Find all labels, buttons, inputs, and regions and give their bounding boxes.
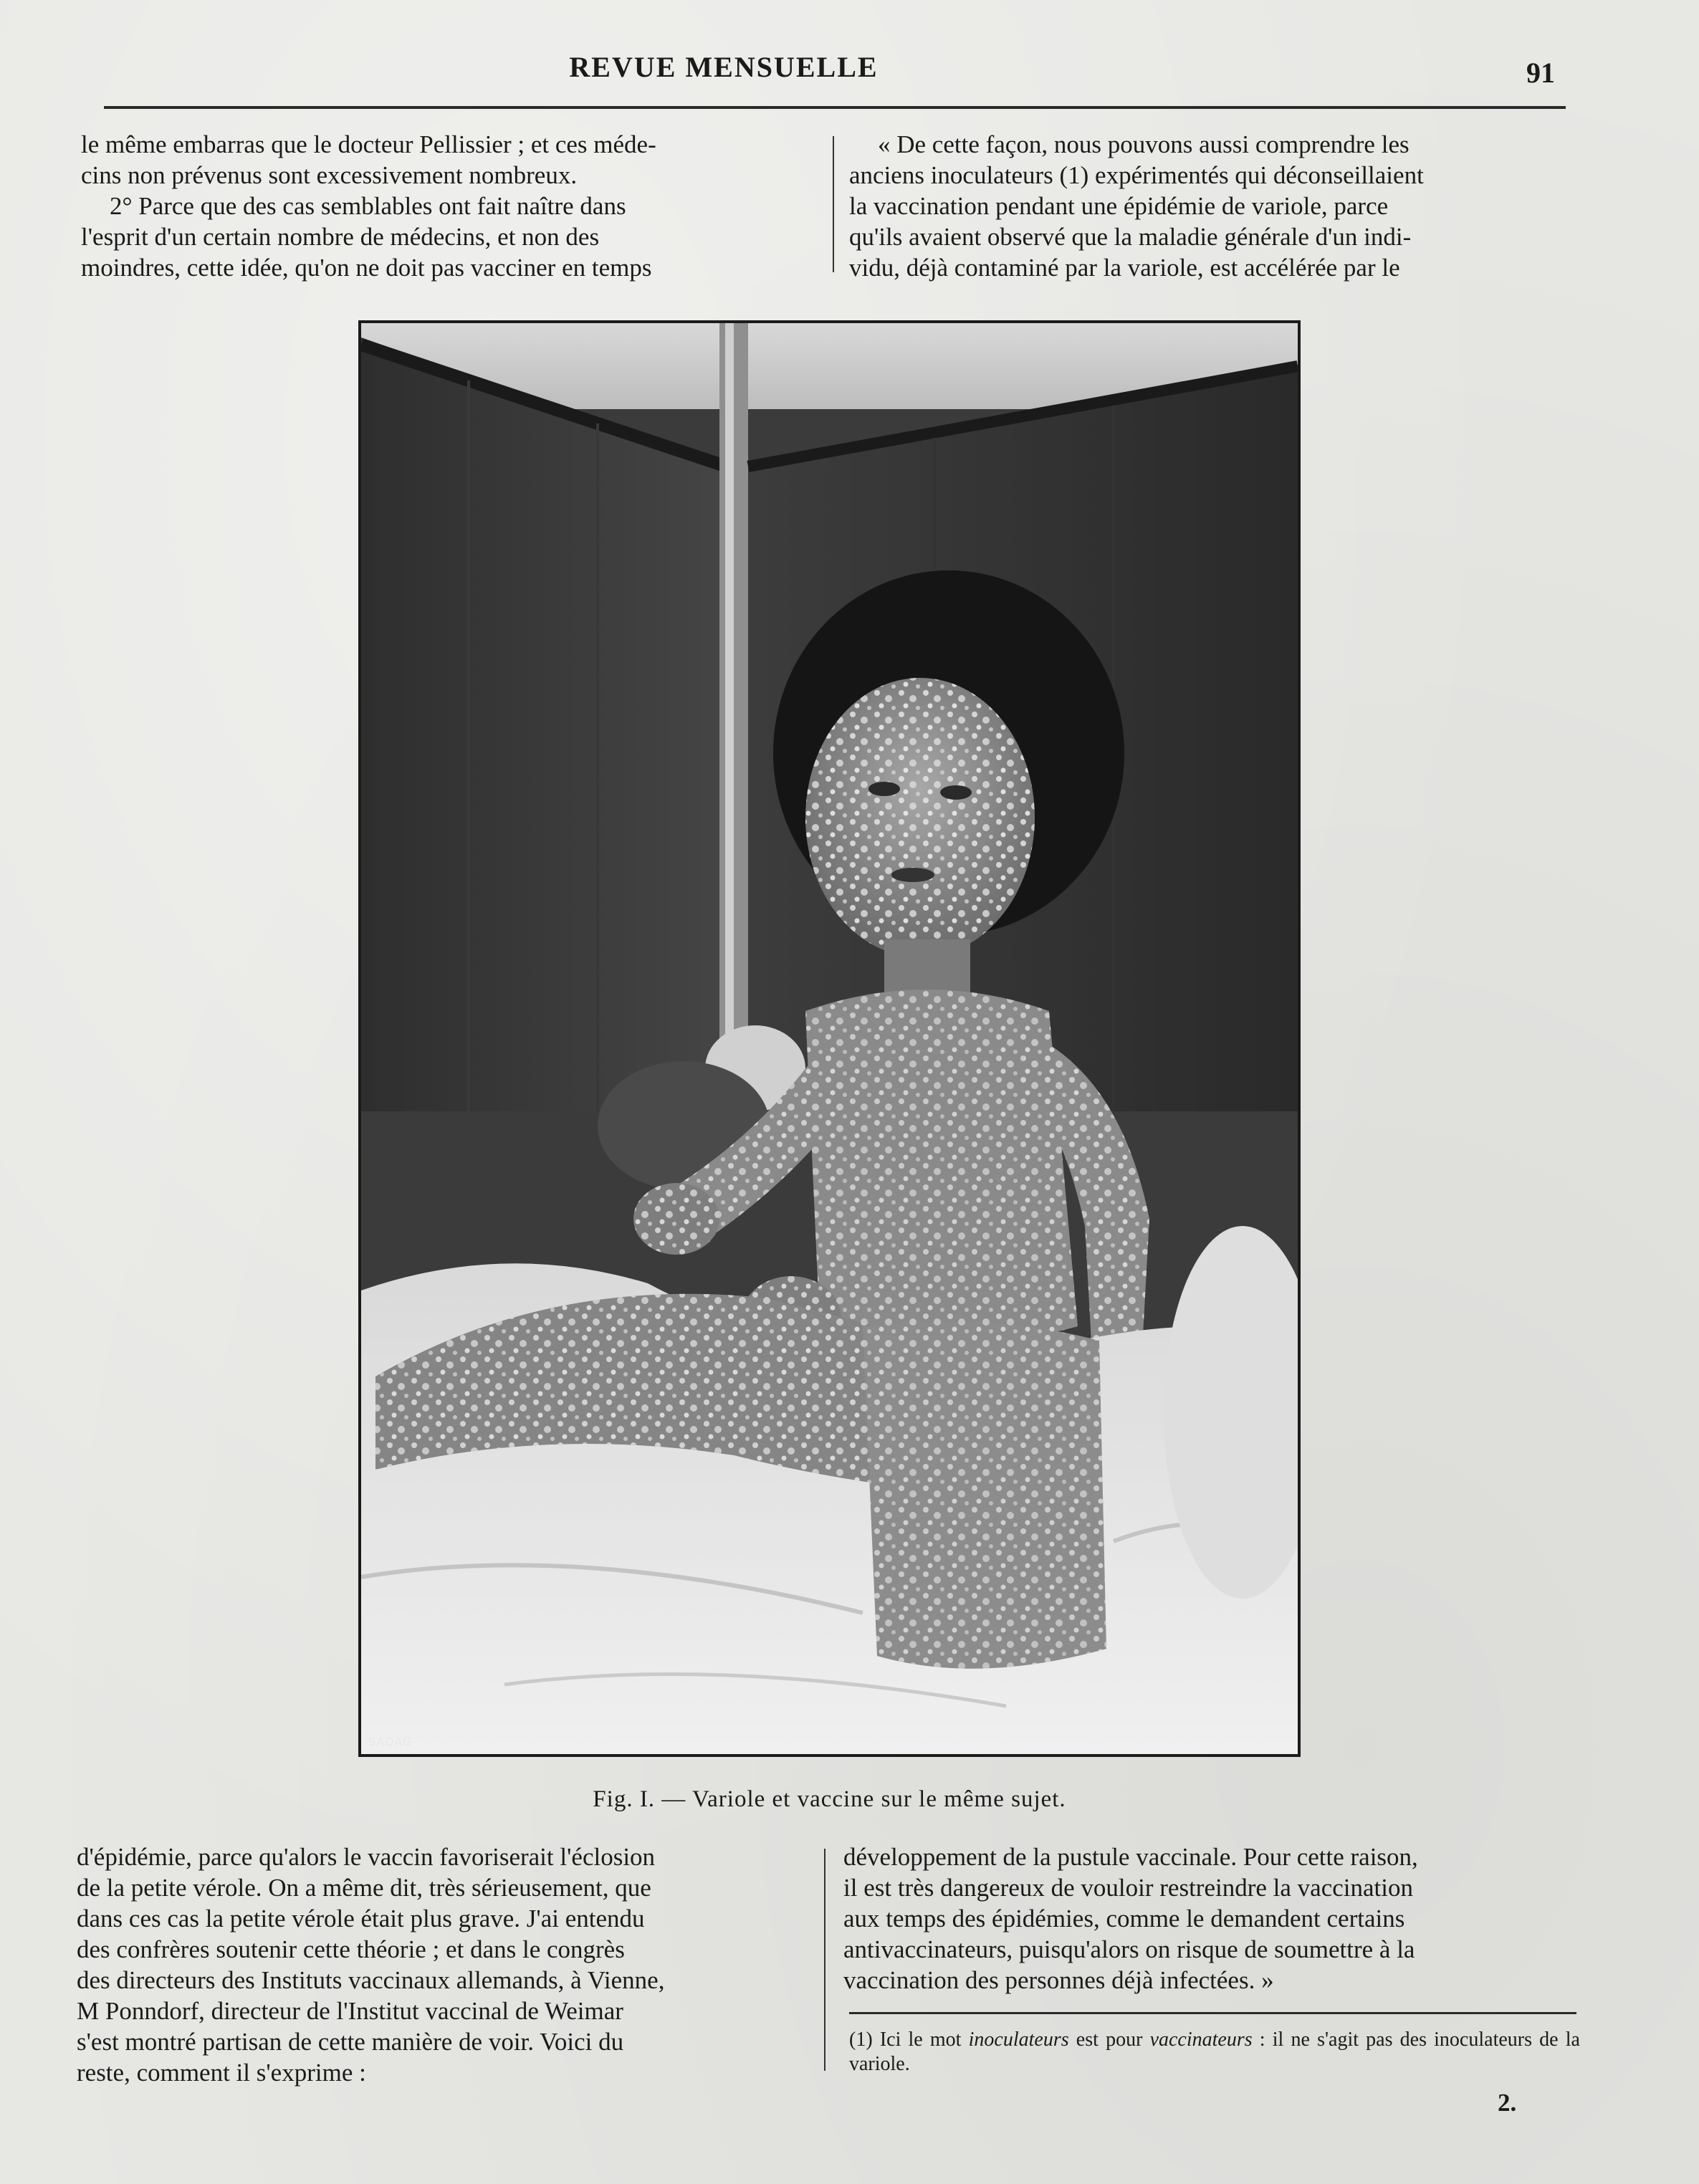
text-line: d'épidémie, parce qu'alors le vaccin favoriserait l'éclosion [77,1843,656,1871]
running-header-title: REVUE MENSUELLE [569,51,879,83]
text-line: des directeurs des Instituts vaccinaux allemands, à Vienne, [77,1966,665,1994]
text-line: aux temps des épidémies, comme le demandent certains [843,1905,1405,1932]
footnote-middle: est pour [1068,2029,1150,2051]
figure-photograph [358,320,1301,1757]
header-rule [104,106,1566,109]
footnote-term: inoculateurs [968,2029,1069,2051]
text-line: le même embarras que le docteur Pellissier ; et ces méde- [81,130,656,158]
text-line: M Ponndorf, directeur de l'Institut vaccinal de Weimar [77,1997,623,2025]
top-left-column [81,129,815,283]
text-line: qu'ils avaient observé que la maladie générale d'un indi- [849,223,1412,251]
text-line: de la petite vérole. On a même dit, très sérieusement, que [77,1874,651,1902]
text-line: des confrères soutenir cette théorie ; et dans le congrès [77,1935,625,1963]
printer-signature-mark: 2. [1498,2089,1517,2117]
photo-illustration [361,323,1298,1754]
text-line: reste, comment il s'exprime : [77,2059,366,2087]
text-line: il est très dangereux de vouloir restreindre la vaccination [843,1874,1413,1902]
figure-caption: Fig. I. — Variole et vaccine sur le même sujet. [593,1786,1066,1812]
text-line: antivaccinateurs, puisqu'alors on risque de soumettre à la [843,1935,1415,1963]
footnote [849,2028,1580,2077]
text-line: vaccination des personnes déjà infectées. » [843,1966,1274,1994]
text-line: l'esprit d'un certain nombre de médecins, et non des [81,223,600,251]
column-divider [833,136,834,272]
text-line: s'est montré partisan de cette manière de voir. Voici du [77,2028,624,2056]
photo-engraver-signature: SADAG [368,1735,413,1748]
text-line: dans ces cas la petite vérole était plus grave. J'ai entendu [77,1905,645,1932]
text-line: vidu, déjà contaminé par la variole, est accélérée par le [849,254,1400,282]
bottom-right-column [843,1841,1580,1996]
text-line: anciens inoculateurs (1) expérimentés qui déconseillaient [849,161,1424,189]
footnote-term: vaccinateurs [1149,2029,1253,2051]
footnote-rule [849,2012,1576,2014]
bottom-left-column [77,1841,808,2088]
text-line: « De cette façon, nous pouvons aussi comprendre les [878,130,1410,158]
text-line: 2° Parce que des cas semblables ont fait naître dans [110,192,626,220]
text-line: moindres, cette idée, qu'on ne doit pas vacciner en temps [81,254,652,282]
footnote-prefix: (1) Ici le mot [849,2029,969,2051]
text-line: développement de la pustule vaccinale. Pour cette raison, [843,1843,1418,1871]
page-number: 91 [1526,57,1555,89]
text-line: cins non prévenus sont excessivement nombreux. [81,161,578,189]
top-right-column [849,129,1584,283]
column-divider [824,1849,825,2071]
text-line: la vaccination pendant une épidémie de variole, parce [849,192,1389,220]
footnote-suffix: : il ne s'agit pas des inoculateurs de la variole. [849,2029,1580,2075]
